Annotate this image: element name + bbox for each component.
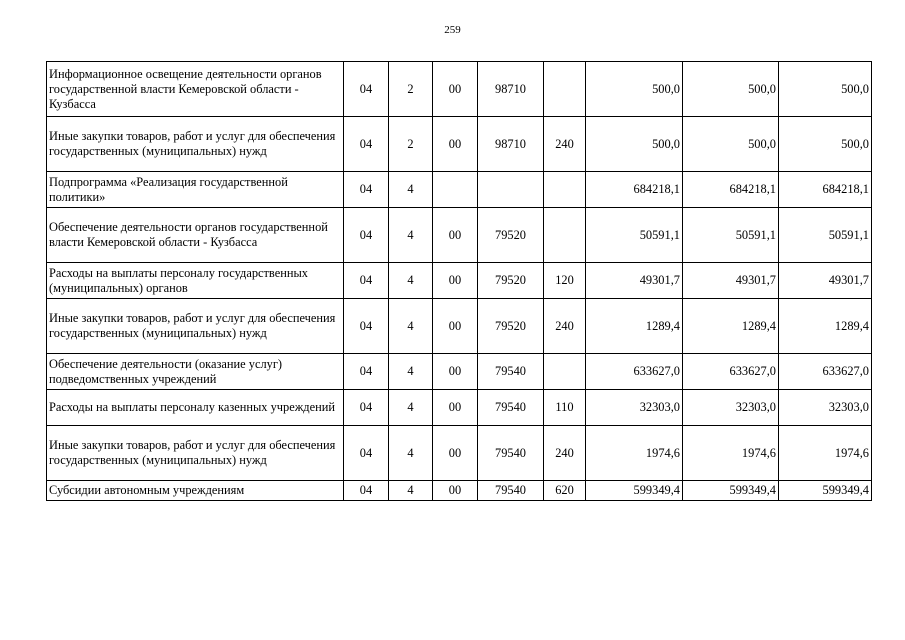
amount-2: 500,0 xyxy=(683,62,779,117)
row-name: Расходы на выплаты персоналу казенных учреждений xyxy=(47,390,344,426)
section-code: 04 xyxy=(344,426,389,481)
program-code: 4 xyxy=(389,481,433,501)
amount-1: 50591,1 xyxy=(586,208,683,263)
direction-code: 79540 xyxy=(478,354,544,390)
section-code: 04 xyxy=(344,354,389,390)
row-name: Обеспечение деятельности органов государственной власти Кемеровской области - Кузбасса xyxy=(47,208,344,263)
expense-type-code xyxy=(544,172,586,208)
table-row xyxy=(47,390,872,426)
section-code: 04 xyxy=(344,117,389,172)
subprogram-code: 00 xyxy=(433,354,478,390)
expense-type-code: 240 xyxy=(544,426,586,481)
section-code: 04 xyxy=(344,299,389,354)
amount-1: 500,0 xyxy=(586,62,683,117)
row-name: Субсидии автономным учреждениям xyxy=(47,481,344,501)
amount-1: 1974,6 xyxy=(586,426,683,481)
amount-2: 500,0 xyxy=(683,117,779,172)
row-name: Иные закупки товаров, работ и услуг для обеспечения государственных (муниципальных) нужд xyxy=(47,426,344,481)
program-code: 2 xyxy=(389,117,433,172)
section-code: 04 xyxy=(344,263,389,299)
subprogram-code: 00 xyxy=(433,481,478,501)
amount-1: 1289,4 xyxy=(586,299,683,354)
subprogram-code: 00 xyxy=(433,390,478,426)
table-row xyxy=(47,481,872,501)
row-name: Иные закупки товаров, работ и услуг для обеспечения государственных (муниципальных) нужд xyxy=(47,299,344,354)
amount-3: 633627,0 xyxy=(779,354,872,390)
amount-3: 599349,4 xyxy=(779,481,872,501)
direction-code: 79540 xyxy=(478,426,544,481)
program-code: 4 xyxy=(389,172,433,208)
table-row xyxy=(47,263,872,299)
amount-2: 633627,0 xyxy=(683,354,779,390)
subprogram-code: 00 xyxy=(433,117,478,172)
section-code: 04 xyxy=(344,390,389,426)
row-name: Расходы на выплаты персоналу государственных (муниципальных) органов xyxy=(47,263,344,299)
amount-2: 1974,6 xyxy=(683,426,779,481)
direction-code: 98710 xyxy=(478,117,544,172)
direction-code: 79520 xyxy=(478,263,544,299)
expense-type-code xyxy=(544,62,586,117)
amount-1: 32303,0 xyxy=(586,390,683,426)
section-code: 04 xyxy=(344,208,389,263)
row-name: Информационное освещение деятельности органов государственной власти Кемеровской области - Кузбасса xyxy=(47,62,344,117)
section-code: 04 xyxy=(344,62,389,117)
amount-3: 1289,4 xyxy=(779,299,872,354)
expense-type-code: 240 xyxy=(544,117,586,172)
expense-type-code: 620 xyxy=(544,481,586,501)
subprogram-code: 00 xyxy=(433,263,478,299)
direction-code: 79540 xyxy=(478,390,544,426)
section-code: 04 xyxy=(344,481,389,501)
expense-type-code: 120 xyxy=(544,263,586,299)
amount-3: 1974,6 xyxy=(779,426,872,481)
table-row xyxy=(47,62,872,117)
table-row xyxy=(47,354,872,390)
direction-code: 79540 xyxy=(478,481,544,501)
expense-type-code: 110 xyxy=(544,390,586,426)
direction-code xyxy=(478,172,544,208)
section-code: 04 xyxy=(344,172,389,208)
amount-2: 684218,1 xyxy=(683,172,779,208)
subprogram-code: 00 xyxy=(433,62,478,117)
direction-code: 79520 xyxy=(478,208,544,263)
amount-1: 684218,1 xyxy=(586,172,683,208)
amount-3: 50591,1 xyxy=(779,208,872,263)
amount-3: 500,0 xyxy=(779,62,872,117)
amount-2: 32303,0 xyxy=(683,390,779,426)
program-code: 4 xyxy=(389,208,433,263)
table-row xyxy=(47,208,872,263)
table-row xyxy=(47,172,872,208)
page-number: 259 xyxy=(444,24,461,36)
amount-1: 500,0 xyxy=(586,117,683,172)
amount-2: 50591,1 xyxy=(683,208,779,263)
program-code: 4 xyxy=(389,426,433,481)
subprogram-code: 00 xyxy=(433,426,478,481)
program-code: 4 xyxy=(389,354,433,390)
program-code: 2 xyxy=(389,62,433,117)
amount-1: 599349,4 xyxy=(586,481,683,501)
amount-1: 633627,0 xyxy=(586,354,683,390)
amount-3: 500,0 xyxy=(779,117,872,172)
amount-3: 49301,7 xyxy=(779,263,872,299)
subprogram-code xyxy=(433,172,478,208)
amount-2: 1289,4 xyxy=(683,299,779,354)
budget-table xyxy=(46,61,872,501)
subprogram-code: 00 xyxy=(433,299,478,354)
table-row xyxy=(47,426,872,481)
direction-code: 98710 xyxy=(478,62,544,117)
row-name: Подпрограмма «Реализация государственной политики» xyxy=(47,172,344,208)
table-row xyxy=(47,299,872,354)
expense-type-code: 240 xyxy=(544,299,586,354)
amount-2: 599349,4 xyxy=(683,481,779,501)
table-row xyxy=(47,117,872,172)
amount-3: 32303,0 xyxy=(779,390,872,426)
program-code: 4 xyxy=(389,263,433,299)
amount-1: 49301,7 xyxy=(586,263,683,299)
amount-3: 684218,1 xyxy=(779,172,872,208)
program-code: 4 xyxy=(389,299,433,354)
row-name: Обеспечение деятельности (оказание услуг) подведомственных учреждений xyxy=(47,354,344,390)
subprogram-code: 00 xyxy=(433,208,478,263)
program-code: 4 xyxy=(389,390,433,426)
row-name: Иные закупки товаров, работ и услуг для обеспечения государственных (муниципальных) нужд xyxy=(47,117,344,172)
expense-type-code xyxy=(544,208,586,263)
expense-type-code xyxy=(544,354,586,390)
amount-2: 49301,7 xyxy=(683,263,779,299)
direction-code: 79520 xyxy=(478,299,544,354)
